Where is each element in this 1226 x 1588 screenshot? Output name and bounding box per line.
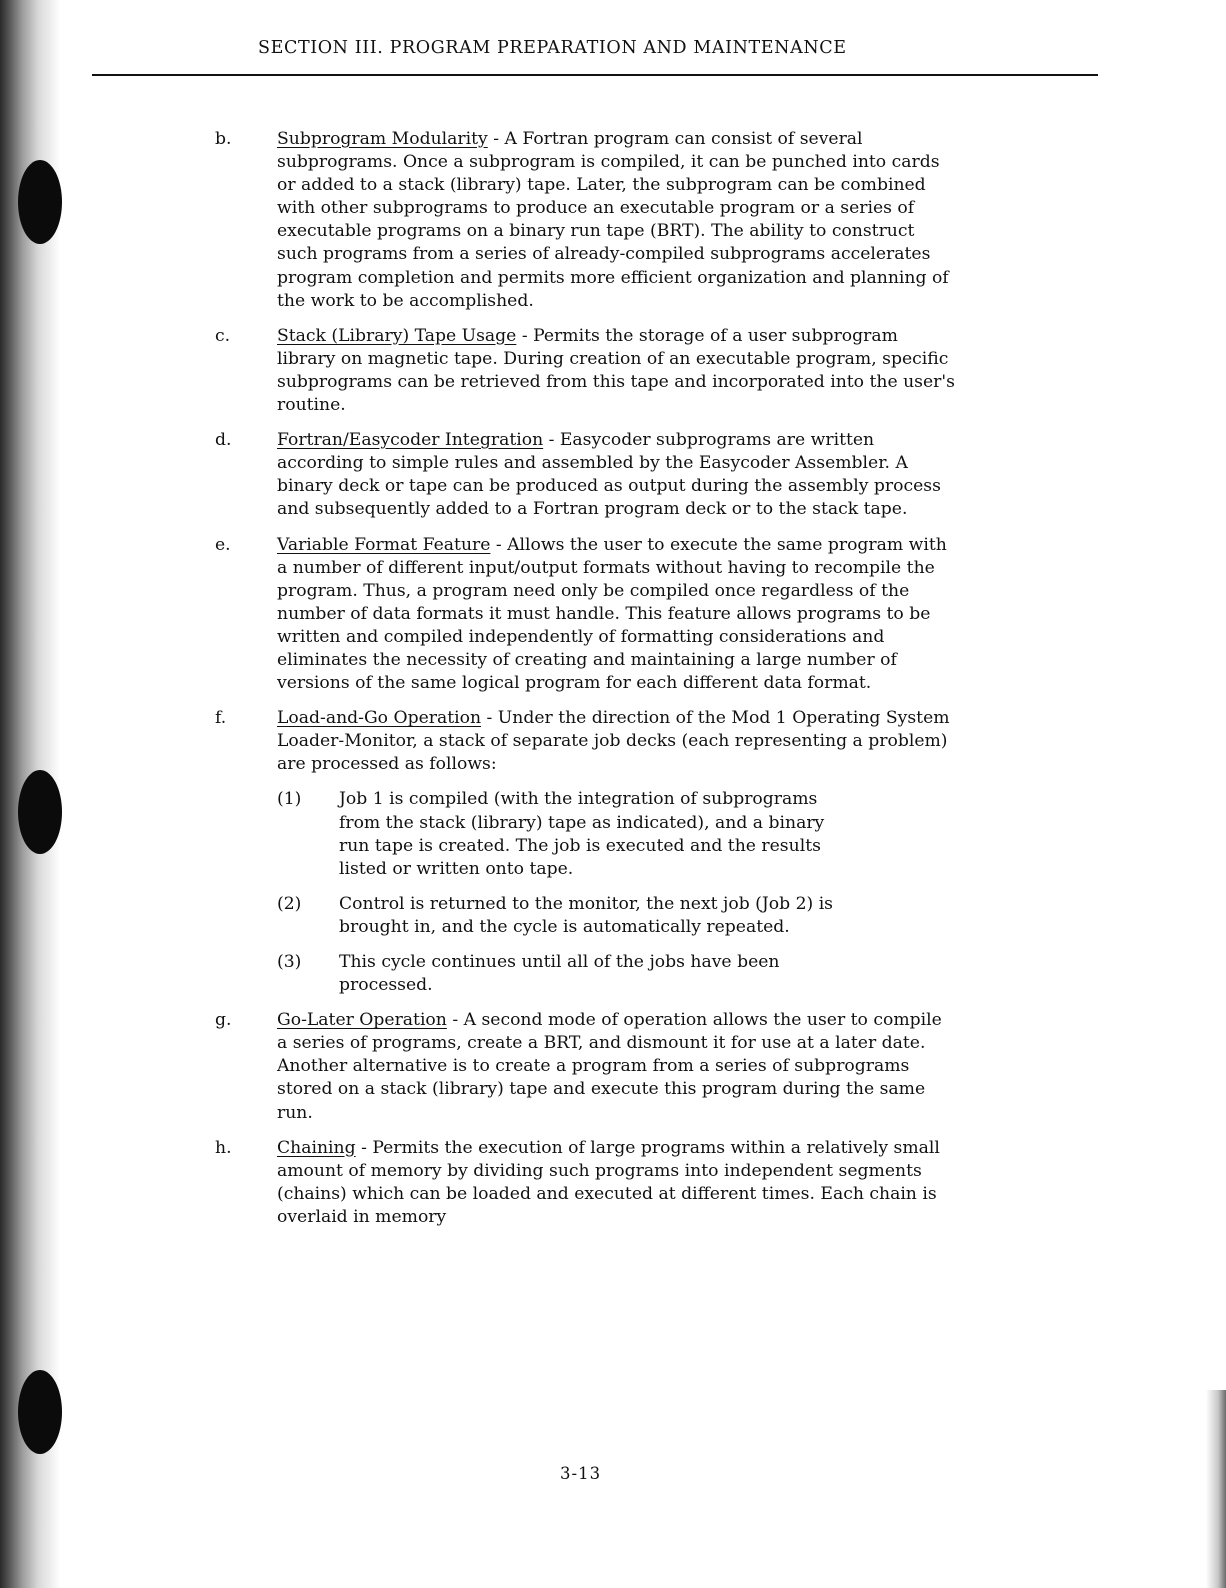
item-marker: e. — [215, 534, 231, 555]
section-header: SECTION III. PROGRAM PREPARATION AND MAINTENANCE — [258, 38, 847, 58]
item-marker: h. — [215, 1137, 232, 1158]
item-term: Subprogram Modularity — [277, 129, 488, 149]
item-term: Go-Later Operation — [277, 1010, 447, 1031]
list-item-e — [215, 534, 955, 696]
sub-item-marker: (1) — [277, 789, 302, 810]
sub-item-1 — [277, 788, 859, 880]
item-text: - A second mode of operation allows the user to compile a series of programs, create a BRT, and dismount it for use at a later date. Another alternative is to create a program from a series of subprograms stored on a stack (library) tape and execute this program during the same run. — [277, 1010, 942, 1123]
list-item-h — [215, 1137, 955, 1229]
item-term: Variable Format Feature — [277, 534, 491, 555]
item-marker: b. — [215, 129, 232, 149]
page-number: 3-13 — [560, 1464, 602, 1483]
list-item-c — [215, 325, 955, 417]
sub-item-2 — [277, 893, 859, 939]
item-text: - Permits the execution of large programs within a relatively small amount of memory by dividing such programs into independent segments (chains) which can be loaded and executed at different times. Each chain is overlaid in memory — [277, 1137, 940, 1227]
sub-item-3 — [277, 951, 859, 997]
item-marker: g. — [215, 1010, 232, 1031]
item-text: - Easycoder subprograms are written according to simple rules and assembled by the Easycoder Assembler. A binary deck or tape can be produced as output during the assembly process and subsequently added to a Fortran program deck or to the stack tape. — [277, 430, 941, 520]
punch-hole — [18, 1370, 62, 1454]
page-edge-shadow — [1206, 1390, 1226, 1588]
item-marker: f. — [215, 708, 227, 729]
item-text: - Under the direction of the Mod 1 Operating System Loader-Monitor, a stack of separate job decks (each representing a problem) are processed as follows: — [277, 708, 950, 775]
item-text: - Permits the storage of a user subprogram library on magnetic tape. During creation of an executable program, specific subprograms can be retrieved from this tape and incorporated into the user's routine. — [277, 325, 955, 416]
item-term: Chaining — [277, 1137, 356, 1158]
sub-item-text: This cycle continues until all of the jobs have been processed. — [339, 952, 780, 996]
punch-hole — [18, 160, 62, 244]
item-marker: c. — [215, 325, 231, 346]
item-term: Fortran/Easycoder Integration — [277, 430, 544, 451]
punch-hole — [18, 770, 62, 854]
item-term: Load-and-Go Operation — [277, 708, 482, 729]
item-text: - A Fortran program can consist of several subprograms. Once a subprogram is compiled, it can be punched into cards or added to a stack (library) tape. Later, the subprogram can be combined with other subprograms to produce an executable program or a series of executable programs on a binary run tape (BRT). The ability to construct such programs from a series of already-compiled subprograms accelerates program completion and permits more efficient organization and planning of the work to be accomplished. — [277, 129, 949, 311]
item-text: - Allows the user to execute the same program with a number of different input/output formats without having to recompile the program. Thus, a program need only be compiled once regardless of the number of data formats it must handle. This feature allows programs to be written and compiled independently of formatting considerations and eliminates the necessity of creating and maintaining a large number of versions of the same logical program for each different data format. — [277, 534, 947, 694]
list-item-d — [215, 429, 955, 521]
sub-item-marker: (2) — [277, 893, 302, 914]
list-item-g — [215, 1009, 955, 1124]
list-item-b — [215, 128, 955, 313]
header-rule — [92, 74, 1098, 76]
sub-item-text: Control is returned to the monitor, the next job (Job 2) is brought in, and the cycle is automatically repeated. — [339, 893, 834, 937]
document-body — [215, 128, 955, 1241]
list-item-f — [215, 707, 955, 997]
sub-item-text: Job 1 is compiled (with the integration of subprograms from the stack (library) tape as indicated), and a binary run tape is created. The job is executed and the results listed or written onto tape. — [339, 789, 825, 879]
item-marker: d. — [215, 430, 232, 451]
sub-item-marker: (3) — [277, 952, 302, 972]
item-term: Stack (Library) Tape Usage — [277, 325, 517, 346]
